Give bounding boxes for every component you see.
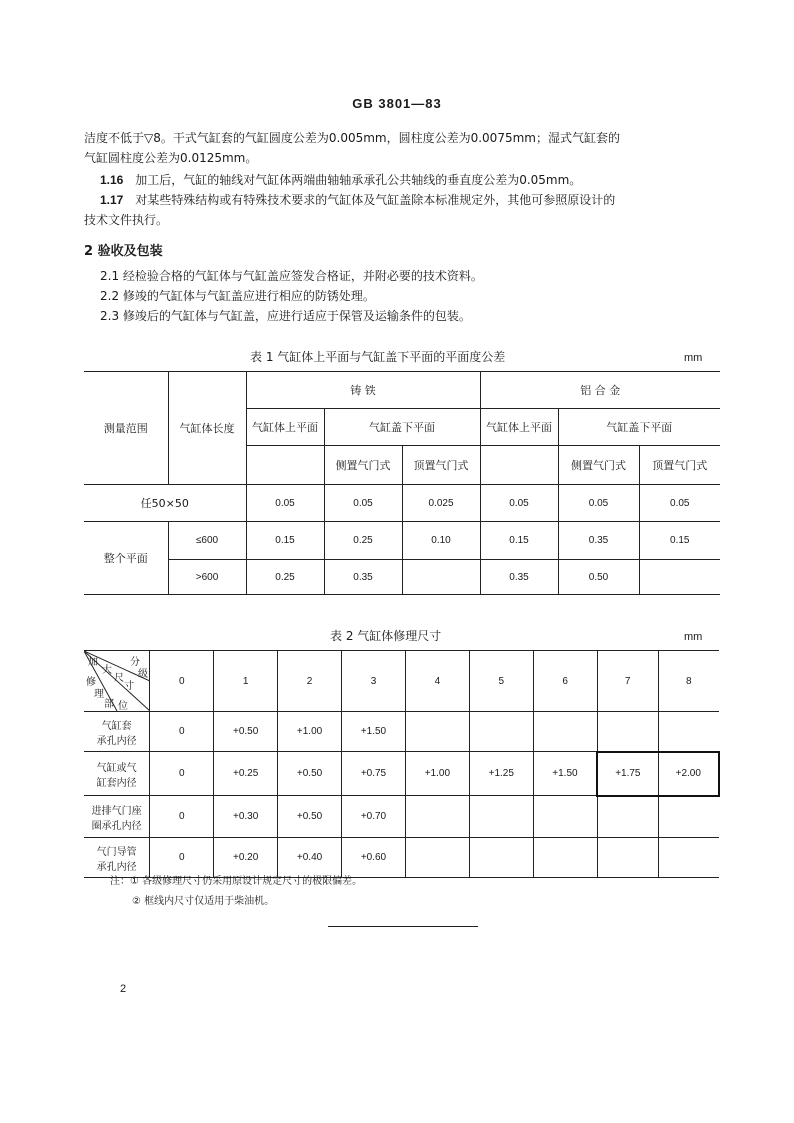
diag-char: 级 xyxy=(138,669,148,680)
table-2-level: 4 xyxy=(405,651,469,712)
table-cell-boxed: +1.75 xyxy=(597,752,658,796)
table-1-caption: 表 1 气缸体上平面与气缸盖下平面的平面度公差 xyxy=(250,350,506,364)
table-2-caption: 表 2 气缸体修理尺寸 xyxy=(330,629,442,643)
table-cell: 0.35 xyxy=(324,560,402,595)
table-row xyxy=(84,485,720,522)
table-cell: 0.15 xyxy=(639,522,720,560)
table-2-level: 6 xyxy=(533,651,597,712)
table-row xyxy=(84,522,720,560)
table-cell xyxy=(469,838,533,878)
table-cell: +0.20 xyxy=(214,838,278,878)
clause-1-17-text: 对某些特殊结构或有特殊技术要求的气缸体及气缸盖除本标准规定外，其他可参照原设计的 xyxy=(135,193,616,207)
table-cell xyxy=(469,796,533,838)
table-cell: 0.25 xyxy=(324,522,402,560)
table-cell xyxy=(658,712,719,752)
note-2: ② 框线内尺寸仅适用于柴油机。 xyxy=(132,896,275,907)
table-cell: +0.25 xyxy=(214,752,278,796)
table-1-header-cast-side: 侧置气门式 xyxy=(324,446,402,485)
note-1: 注：① 各级修理尺寸仍采用原设计规定尺寸的极限偏差。 xyxy=(110,876,363,887)
table-cell xyxy=(405,796,469,838)
table-1-length: >600 xyxy=(168,560,246,595)
end-rule xyxy=(328,926,478,927)
table-cell xyxy=(597,796,658,838)
document-header: GB 3801—83 xyxy=(352,96,442,111)
table-cell xyxy=(402,560,480,595)
table-cell: 0.05 xyxy=(480,485,558,522)
table-cell: 0.025 xyxy=(402,485,480,522)
table-2-level: 2 xyxy=(278,651,342,712)
clause-1-17 xyxy=(84,190,720,230)
table-cell: 0.25 xyxy=(246,560,324,595)
clause-1-16-number: 1.16 xyxy=(100,173,124,187)
table-cell: 0.35 xyxy=(480,560,558,595)
table-cell xyxy=(597,712,658,752)
clause-1-17-number: 1.17 xyxy=(100,193,124,207)
table-2-row-label: 气缸或气 缸套内径 xyxy=(84,752,150,796)
table-row xyxy=(84,560,720,595)
diag-char: 尺 xyxy=(114,673,124,684)
table-2-level: 8 xyxy=(658,651,719,712)
table-2-row-label: 气缸套 承孔内径 xyxy=(84,712,150,752)
clause-1-16 xyxy=(84,170,720,190)
table-1-row-label: 任50×50 xyxy=(84,485,246,522)
table-cell: 0.05 xyxy=(639,485,720,522)
table-cell: 0.50 xyxy=(558,560,639,595)
table-2-level: 7 xyxy=(597,651,658,712)
table-1-unit: mm xyxy=(684,352,703,364)
clause-1-17-line-2: 技术文件执行。 xyxy=(84,213,169,227)
table-1-header-cast-top: 顶置气门式 xyxy=(402,446,480,485)
paragraph-1-line-2: 气缸圆柱度公差为0.0125mm。 xyxy=(84,151,258,165)
table-1-header-length: 气缸体长度 xyxy=(168,372,246,485)
table-cell: +0.75 xyxy=(342,752,406,796)
table-cell: 0.05 xyxy=(324,485,402,522)
table-cell xyxy=(405,838,469,878)
table-2-diagonal-header xyxy=(84,651,150,712)
diag-char: 修 xyxy=(86,677,96,688)
table-cell: +1.50 xyxy=(533,752,597,796)
table-2-row-label: 气门导管 承孔内径 xyxy=(84,838,150,878)
clause-1-16-text: 加工后，气缸的轴线对气缸体两端曲轴轴承承孔公共轴线的垂直度公差为0.05mm。 xyxy=(135,173,582,187)
table-1-header-alloy-body-top: 气缸体上平面 xyxy=(480,409,558,446)
table-1-header-alloy-side: 侧置气门式 xyxy=(558,446,639,485)
table-cell: 0.05 xyxy=(558,485,639,522)
table-2-unit: mm xyxy=(684,631,703,643)
table-cell: +0.70 xyxy=(342,796,406,838)
diag-char: 位 xyxy=(118,701,128,712)
table-cell: 0 xyxy=(150,752,214,796)
table-cell xyxy=(405,712,469,752)
table-cell: +1.00 xyxy=(405,752,469,796)
table-cell xyxy=(469,712,533,752)
table-cell: 0.15 xyxy=(480,522,558,560)
table-cell xyxy=(533,838,597,878)
table-cell: +0.50 xyxy=(278,796,342,838)
diag-char: 大 xyxy=(102,665,112,676)
table-1-empty-cell xyxy=(246,446,324,485)
diag-char: 部 xyxy=(104,699,114,710)
paragraph-1 xyxy=(84,128,720,168)
table-1-header-cast-iron: 铸 铁 xyxy=(246,372,480,409)
table-2-level: 1 xyxy=(214,651,278,712)
table-cell: +0.60 xyxy=(342,838,406,878)
table-cell: +0.40 xyxy=(278,838,342,878)
table-cell xyxy=(533,712,597,752)
table-cell: 0.05 xyxy=(246,485,324,522)
section-2-heading: 2 验收及包装 xyxy=(84,244,163,259)
clause-2-2: 2.2 修竣的气缸体与气缸盖应进行相应的防锈处理。 xyxy=(100,289,375,303)
table-cell xyxy=(533,796,597,838)
table-cell: 0 xyxy=(150,712,214,752)
table-1-empty-cell xyxy=(480,446,558,485)
table-2-level: 3 xyxy=(342,651,406,712)
table-1-header-cast-head-bottom: 气缸盖下平面 xyxy=(324,409,480,446)
table-1-header-aluminum: 铝 合 金 xyxy=(480,372,720,409)
table-1-header-cast-body-top: 气缸体上平面 xyxy=(246,409,324,446)
diag-char: 分 xyxy=(130,657,140,668)
paragraph-1-line-1: 洁度不低于▽8。干式气缸套的气缸圆度公差为0.005mm，圆柱度公差为0.0075mm；湿式气缸套的 xyxy=(84,131,620,145)
table-cell: +1.50 xyxy=(342,712,406,752)
table-row xyxy=(84,712,719,752)
diag-char: 寸 xyxy=(124,681,134,692)
table-1-header-alloy-head-bottom: 气缸盖下平面 xyxy=(558,409,720,446)
table-cell: 0.10 xyxy=(402,522,480,560)
table-1-length: ≤600 xyxy=(168,522,246,560)
table-cell: 0 xyxy=(150,796,214,838)
clause-2-3: 2.3 修竣后的气缸体与气缸盖，应进行适应于保管及运输条件的包装。 xyxy=(100,309,471,323)
table-row xyxy=(84,752,719,796)
table-2-level: 0 xyxy=(150,651,214,712)
table-cell: +0.30 xyxy=(214,796,278,838)
table-1 xyxy=(84,371,720,595)
table-cell-boxed: +2.00 xyxy=(658,752,719,796)
table-1-header-range: 测量范围 xyxy=(84,372,168,485)
table-cell xyxy=(639,560,720,595)
table-2-level: 5 xyxy=(469,651,533,712)
table-1-row-label-whole: 整个平面 xyxy=(84,522,168,595)
table-cell xyxy=(658,796,719,838)
table-cell: +1.00 xyxy=(278,712,342,752)
table-cell: 0.15 xyxy=(246,522,324,560)
clause-2-1: 2.1 经检验合格的气缸体与气缸盖应签发合格证，并附必要的技术资料。 xyxy=(100,269,483,283)
table-cell: +0.50 xyxy=(278,752,342,796)
table-1-header-alloy-top: 顶置气门式 xyxy=(639,446,720,485)
table-2 xyxy=(84,650,720,878)
page-number: 2 xyxy=(120,983,127,995)
table-cell: +1.25 xyxy=(469,752,533,796)
diag-char: 理 xyxy=(94,689,104,700)
table-cell: 0.35 xyxy=(558,522,639,560)
table-cell xyxy=(658,838,719,878)
table-2-row-label: 进排气门座 圈承孔内径 xyxy=(84,796,150,838)
table-cell xyxy=(597,838,658,878)
diag-char: 加 xyxy=(88,657,98,668)
table-cell: +0.50 xyxy=(214,712,278,752)
table-cell: 0 xyxy=(150,838,214,878)
table-row xyxy=(84,796,719,838)
